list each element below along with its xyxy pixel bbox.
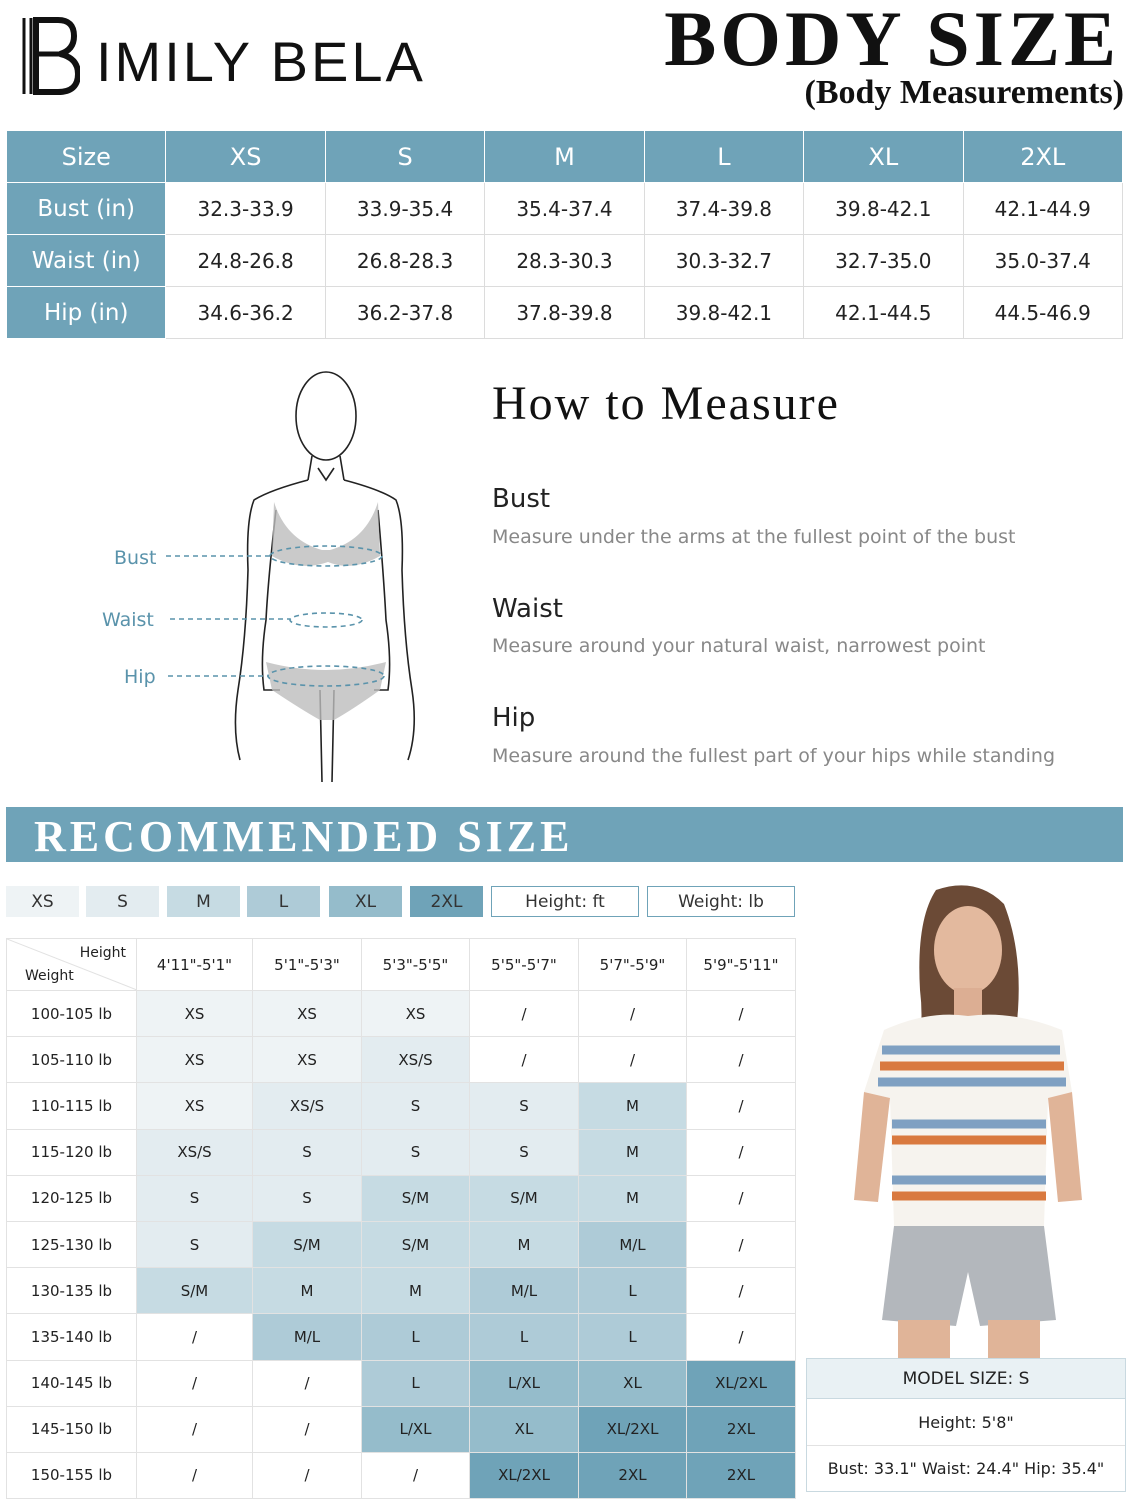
size-cell: M bbox=[579, 1175, 687, 1221]
size-cell: / bbox=[687, 1083, 796, 1129]
size-cell: M/L bbox=[470, 1268, 579, 1314]
size-cell: XS/S bbox=[137, 1129, 253, 1175]
size-cell: S bbox=[362, 1083, 470, 1129]
size-cell: S/M bbox=[470, 1175, 579, 1221]
size-cell: / bbox=[687, 1037, 796, 1083]
size-cell: M bbox=[470, 1221, 579, 1267]
size-cell: / bbox=[470, 1037, 579, 1083]
table-row bbox=[7, 1083, 796, 1129]
table-cell: 42.1-44.5 bbox=[804, 287, 963, 339]
table-row bbox=[7, 1314, 796, 1360]
size-cell: M/L bbox=[579, 1221, 687, 1267]
size-cell: XS bbox=[253, 991, 362, 1037]
size-cell: / bbox=[253, 1406, 362, 1452]
hip-row bbox=[7, 287, 1123, 339]
height-header-row bbox=[7, 939, 796, 991]
height-col: 5'9"-5'11" bbox=[687, 939, 796, 991]
legend-l: L bbox=[247, 886, 320, 917]
size-header-label: Size bbox=[7, 131, 166, 183]
size-cell: / bbox=[687, 1175, 796, 1221]
size-cell: XS/S bbox=[253, 1083, 362, 1129]
height-col: 5'3"-5'5" bbox=[362, 939, 470, 991]
size-cell: M/L bbox=[253, 1314, 362, 1360]
size-cell: / bbox=[687, 1129, 796, 1175]
figure-label-waist: Waist bbox=[102, 609, 154, 631]
model-photo bbox=[808, 880, 1126, 1358]
table-row bbox=[7, 1221, 796, 1267]
weight-label: 135-140 lb bbox=[7, 1314, 137, 1360]
size-cell: M bbox=[362, 1268, 470, 1314]
weight-label: 125-130 lb bbox=[7, 1221, 137, 1267]
size-cell: L bbox=[362, 1360, 470, 1406]
size-cell: L bbox=[579, 1314, 687, 1360]
model-info-card bbox=[806, 1358, 1126, 1492]
table-row bbox=[7, 1268, 796, 1314]
size-cell: XL/2XL bbox=[687, 1360, 796, 1406]
table-row bbox=[7, 1037, 796, 1083]
size-cell: XL/2XL bbox=[579, 1406, 687, 1452]
table-cell: 33.9-35.4 bbox=[325, 183, 484, 235]
table-cell: 35.0-37.4 bbox=[963, 235, 1122, 287]
size-cell: / bbox=[687, 1268, 796, 1314]
row-label: Bust (in) bbox=[7, 183, 166, 235]
size-cell: S/M bbox=[362, 1175, 470, 1221]
brand-name: IMILY BELA bbox=[96, 29, 426, 93]
table-cell: 34.6-36.2 bbox=[166, 287, 325, 339]
weight-label: 110-115 lb bbox=[7, 1083, 137, 1129]
page-title: BODY SIZE bbox=[664, 0, 1120, 82]
legend-weight-unit: Weight: lb bbox=[647, 886, 795, 917]
weight-label: 140-145 lb bbox=[7, 1360, 137, 1406]
size-cell: M bbox=[579, 1129, 687, 1175]
body-size-header-row bbox=[7, 131, 1123, 183]
table-cell: 28.3-30.3 bbox=[485, 235, 644, 287]
table-cell: 39.8-42.1 bbox=[644, 287, 803, 339]
size-cell: / bbox=[137, 1452, 253, 1498]
legend-height-unit: Height: ft bbox=[491, 886, 639, 917]
table-row bbox=[7, 1406, 796, 1452]
figure-label-bust: Bust bbox=[114, 547, 157, 569]
size-col-2xl: 2XL bbox=[963, 131, 1122, 183]
corner-weight-label: Weight bbox=[25, 968, 74, 984]
weight-label: 145-150 lb bbox=[7, 1406, 137, 1452]
row-label: Hip (in) bbox=[7, 287, 166, 339]
waist-row bbox=[7, 235, 1123, 287]
model-measurements: Bust: 33.1" Waist: 24.4" Hip: 35.4" bbox=[807, 1445, 1125, 1491]
size-cell: / bbox=[137, 1314, 253, 1360]
body-measure-figure bbox=[90, 360, 450, 790]
table-row bbox=[7, 1129, 796, 1175]
size-cell: L/XL bbox=[470, 1360, 579, 1406]
weight-label: 130-135 lb bbox=[7, 1268, 137, 1314]
table-cell: 30.3-32.7 bbox=[644, 235, 803, 287]
size-col-l: L bbox=[644, 131, 803, 183]
page-subtitle: (Body Measurements) bbox=[804, 74, 1124, 111]
table-row bbox=[7, 1452, 796, 1498]
height-col: 5'7"-5'9" bbox=[579, 939, 687, 991]
size-cell: L bbox=[579, 1268, 687, 1314]
size-cell: S/M bbox=[137, 1268, 253, 1314]
table-row bbox=[7, 1175, 796, 1221]
size-col-s: S bbox=[325, 131, 484, 183]
size-cell: 2XL bbox=[687, 1406, 796, 1452]
measure-desc-hip: Measure around the fullest part of your hips while standing bbox=[492, 745, 1056, 767]
size-col-xl: XL bbox=[804, 131, 963, 183]
size-cell: L bbox=[470, 1314, 579, 1360]
brand-logo bbox=[20, 14, 426, 98]
measure-heading-waist: Waist bbox=[492, 594, 563, 624]
table-cell: 26.8-28.3 bbox=[325, 235, 484, 287]
size-cell: XL/2XL bbox=[470, 1452, 579, 1498]
table-cell: 32.7-35.0 bbox=[804, 235, 963, 287]
bust-row bbox=[7, 183, 1123, 235]
recommended-banner bbox=[6, 807, 1123, 862]
size-cell: / bbox=[687, 1314, 796, 1360]
model-size: MODEL SIZE: S bbox=[807, 1359, 1125, 1399]
measure-heading-bust: Bust bbox=[492, 484, 551, 514]
height-col: 4'11"-5'1" bbox=[137, 939, 253, 991]
table-cell: 42.1-44.9 bbox=[963, 183, 1122, 235]
size-cell: S bbox=[137, 1221, 253, 1267]
how-to-measure-title: How to Measure bbox=[492, 377, 840, 430]
row-label: Waist (in) bbox=[7, 235, 166, 287]
size-cell: / bbox=[579, 991, 687, 1037]
size-cell: XS bbox=[137, 1083, 253, 1129]
size-cell: XL bbox=[470, 1406, 579, 1452]
weight-label: 105-110 lb bbox=[7, 1037, 137, 1083]
legend-xl: XL bbox=[329, 886, 402, 917]
legend-s: S bbox=[86, 886, 159, 917]
weight-label: 150-155 lb bbox=[7, 1452, 137, 1498]
recommended-title: RECOMMENDED SIZE bbox=[34, 812, 574, 861]
figure-label-hip: Hip bbox=[124, 666, 156, 688]
recommendation-table bbox=[6, 938, 796, 1499]
table-cell: 44.5-46.9 bbox=[963, 287, 1122, 339]
corner-height-label: Height bbox=[79, 945, 126, 961]
size-cell: M bbox=[253, 1268, 362, 1314]
size-cell: XL bbox=[579, 1360, 687, 1406]
size-cell: S/M bbox=[362, 1221, 470, 1267]
size-cell: / bbox=[579, 1037, 687, 1083]
table-cell: 35.4-37.4 bbox=[485, 183, 644, 235]
legend-m: M bbox=[167, 886, 240, 917]
brand-mark-icon bbox=[20, 16, 80, 96]
size-cell: / bbox=[137, 1360, 253, 1406]
table-row bbox=[7, 991, 796, 1037]
size-col-m: M bbox=[485, 131, 644, 183]
table-cell: 36.2-37.8 bbox=[325, 287, 484, 339]
size-cell: S bbox=[470, 1083, 579, 1129]
size-cell: L/XL bbox=[362, 1406, 470, 1452]
size-cell: S bbox=[470, 1129, 579, 1175]
size-cell: / bbox=[687, 1221, 796, 1267]
height-col: 5'5"-5'7" bbox=[470, 939, 579, 991]
size-col-xs: XS bbox=[166, 131, 325, 183]
weight-label: 100-105 lb bbox=[7, 991, 137, 1037]
table-cell: 37.4-39.8 bbox=[644, 183, 803, 235]
size-cell: / bbox=[137, 1406, 253, 1452]
weight-label: 115-120 lb bbox=[7, 1129, 137, 1175]
size-cell: 2XL bbox=[687, 1452, 796, 1498]
size-cell: / bbox=[253, 1452, 362, 1498]
size-cell: XS/S bbox=[362, 1037, 470, 1083]
measure-desc-waist: Measure around your natural waist, narrowest point bbox=[492, 635, 986, 657]
measure-heading-hip: Hip bbox=[492, 703, 536, 733]
size-cell: 2XL bbox=[579, 1452, 687, 1498]
size-cell: XS bbox=[253, 1037, 362, 1083]
size-cell: / bbox=[470, 991, 579, 1037]
model-height: Height: 5'8" bbox=[918, 1412, 1014, 1432]
corner-cell bbox=[7, 939, 137, 991]
legend-xs: XS bbox=[6, 886, 79, 917]
size-cell: S bbox=[253, 1175, 362, 1221]
table-row bbox=[7, 1360, 796, 1406]
size-cell: L bbox=[362, 1314, 470, 1360]
size-cell: XS bbox=[137, 991, 253, 1037]
table-cell: 32.3-33.9 bbox=[166, 183, 325, 235]
height-col: 5'1"-5'3" bbox=[253, 939, 362, 991]
size-cell: S/M bbox=[253, 1221, 362, 1267]
weight-label: 120-125 lb bbox=[7, 1175, 137, 1221]
size-cell: XS bbox=[137, 1037, 253, 1083]
size-cell: / bbox=[253, 1360, 362, 1406]
size-cell: XS bbox=[362, 991, 470, 1037]
size-cell: / bbox=[362, 1452, 470, 1498]
size-cell: S bbox=[137, 1175, 253, 1221]
size-cell: / bbox=[687, 991, 796, 1037]
body-size-table bbox=[6, 130, 1123, 339]
table-cell: 39.8-42.1 bbox=[804, 183, 963, 235]
legend-2xl: 2XL bbox=[410, 886, 483, 917]
size-cell: S bbox=[362, 1129, 470, 1175]
recommendation-body bbox=[7, 991, 796, 1499]
measure-desc-bust: Measure under the arms at the fullest point of the bust bbox=[492, 526, 1016, 548]
table-cell: 37.8-39.8 bbox=[485, 287, 644, 339]
size-cell: M bbox=[579, 1083, 687, 1129]
table-cell: 24.8-26.8 bbox=[166, 235, 325, 287]
size-cell: S bbox=[253, 1129, 362, 1175]
